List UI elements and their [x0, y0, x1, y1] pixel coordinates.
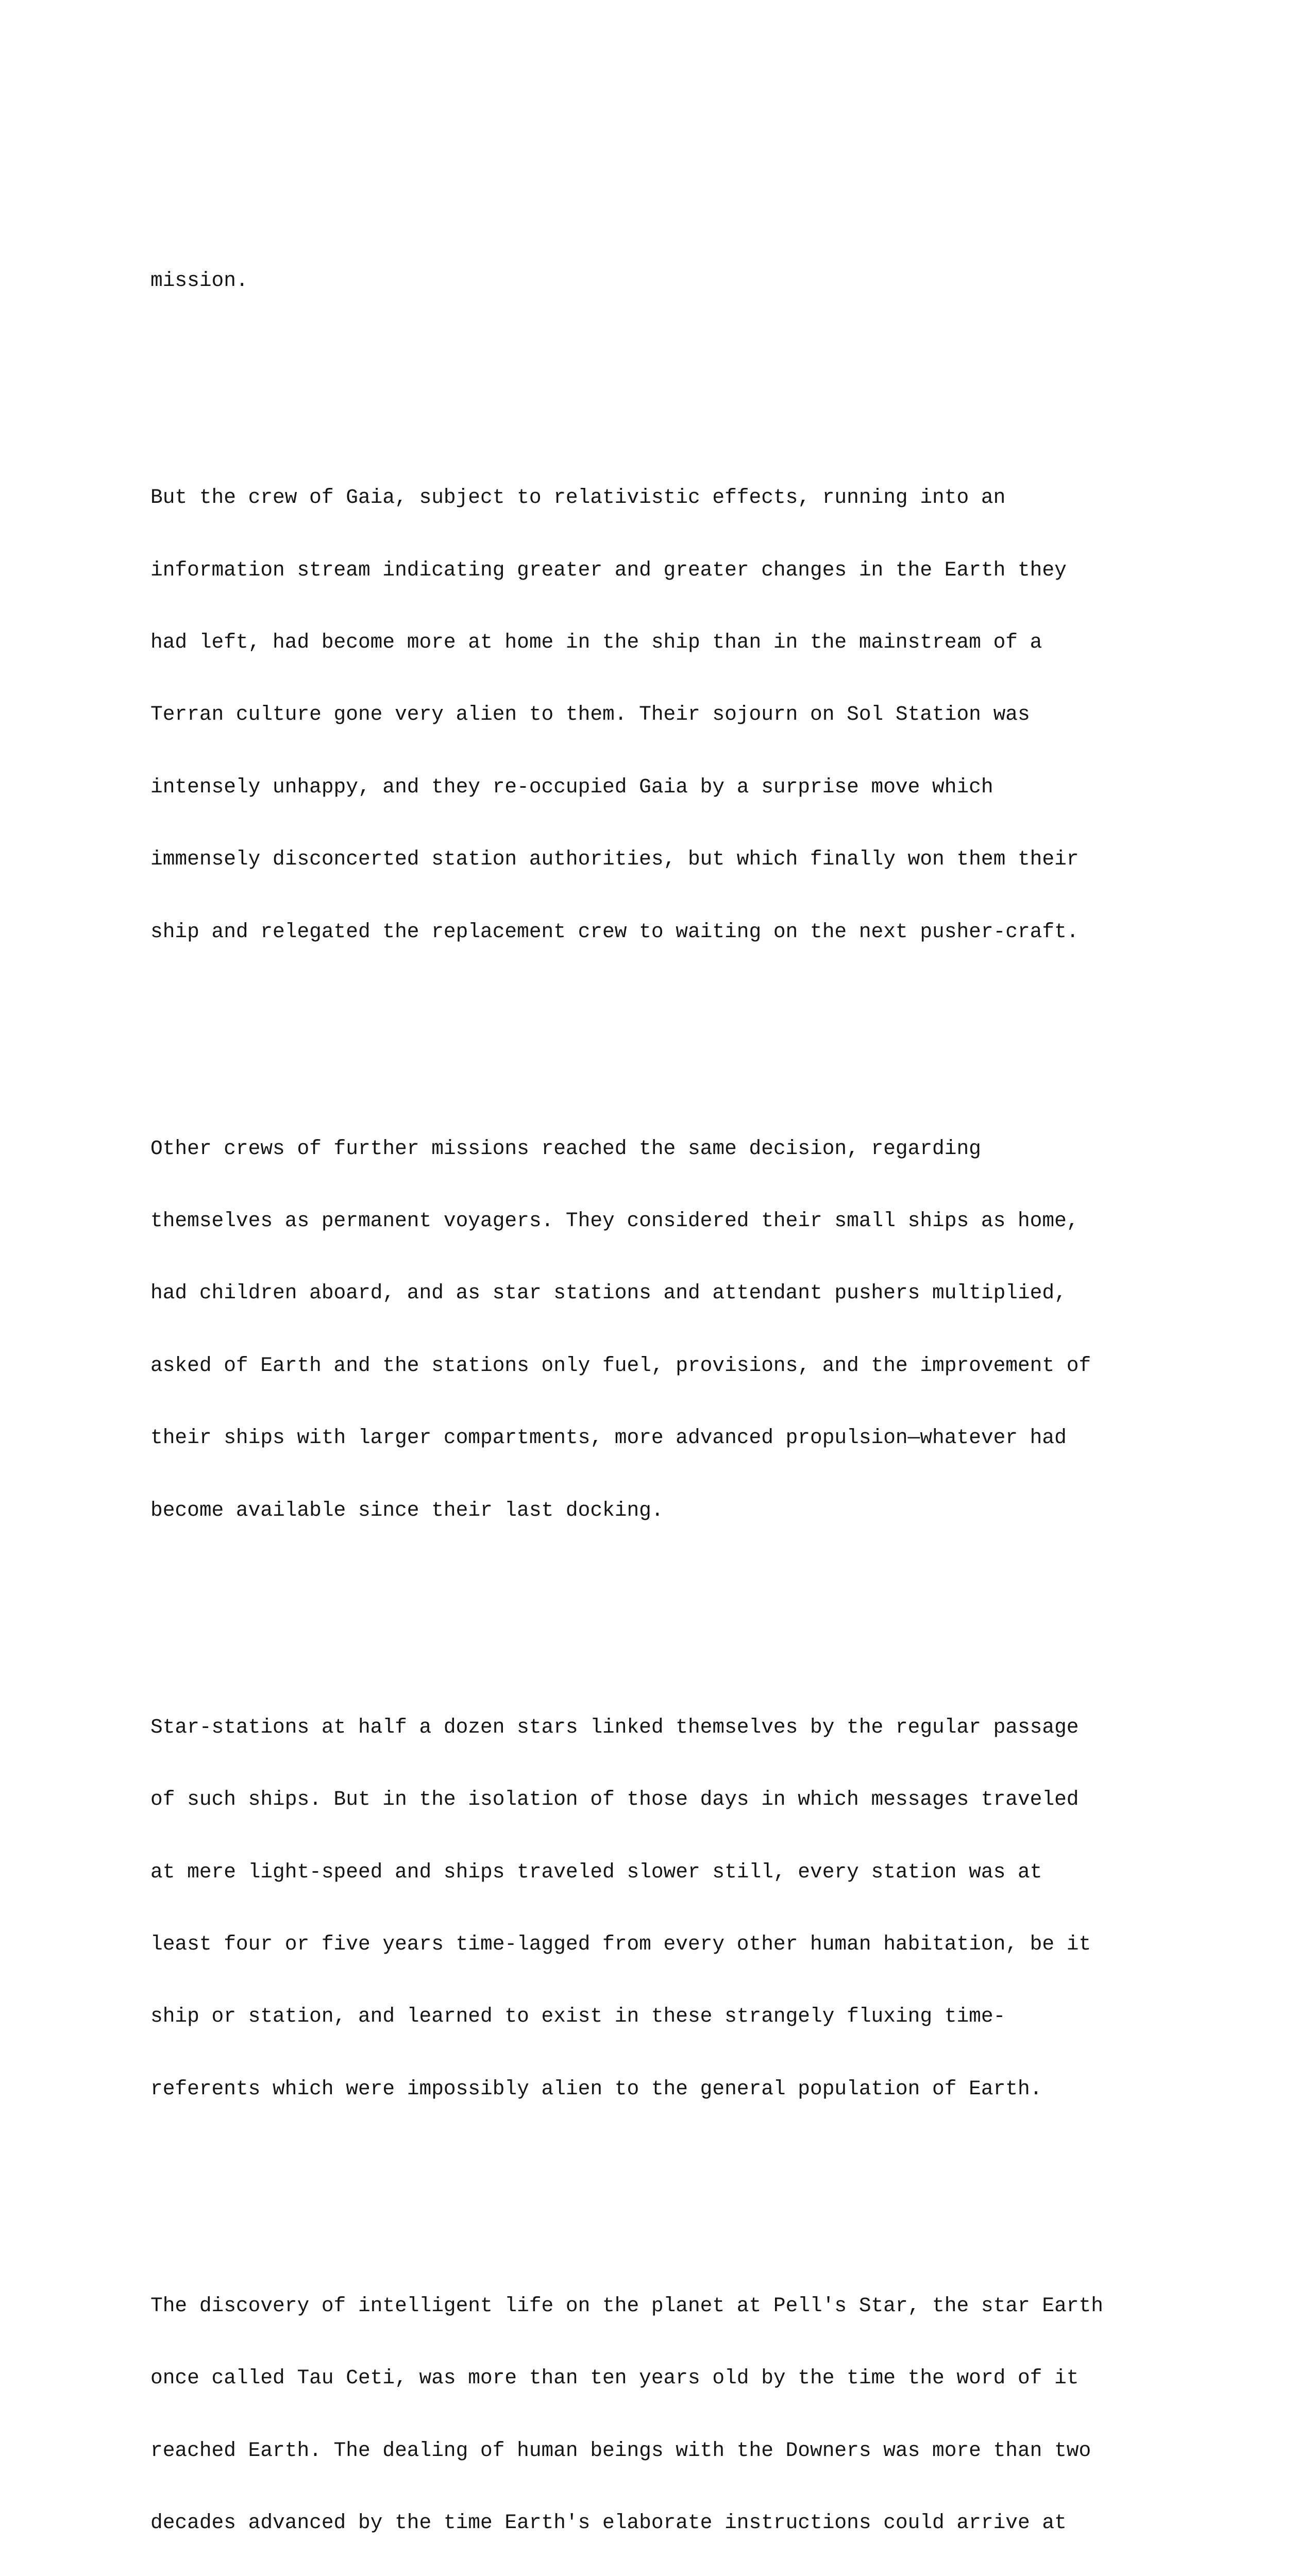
text-line: had left, had become more at home in the ship than in the mainstream of a: [150, 630, 1042, 654]
text-line: intensely unhappy, and they re-occupied Gaia by a surprise move which: [150, 775, 993, 799]
text-line: reached Earth. The dealing of human beings with the Downers was more than two: [150, 2438, 1091, 2462]
text-line: mission.: [150, 268, 248, 292]
text-line: Star-stations at half a dozen stars linked themselves by the regular passage: [150, 1715, 1079, 1739]
text-line: immensely disconcerted station authorities, but which finally won them their: [150, 848, 1079, 871]
text-line: themselves as permanent voyagers. They considered their small ships as home,: [150, 1209, 1079, 1233]
text-line: The discovery of intelligent life on the planet at Pell's Star, the star Earth: [150, 2294, 1103, 2317]
text-line: information stream indicating greater and greater changes in the Earth they: [150, 558, 1067, 582]
text-line: Terran culture gone very alien to them. Their sojourn on Sol Station was: [150, 703, 1030, 726]
text-line: asked of Earth and the stations only fuel, provisions, and the improvement of: [150, 1353, 1091, 1377]
paragraph-3: [150, 1089, 1222, 1571]
text-line: ship and relegated the replacement crew to waiting on the next pusher-craft.: [150, 920, 1079, 943]
text-line: least four or five years time-lagged from every other human habitation, be it: [150, 1932, 1091, 1956]
paragraph-4: [150, 1667, 1222, 2149]
text-line: ship or station, and learned to exist in these strangely fluxing time-: [150, 2005, 1006, 2028]
text-line: But the crew of Gaia, subject to relativistic effects, running into an: [150, 486, 1006, 510]
text-line: their ships with larger compartments, more advanced propulsion—whatever had: [150, 1426, 1067, 1450]
paragraph-1: [150, 221, 1222, 341]
text-line: at mere light-speed and ships traveled slower still, every station was at: [150, 1860, 1042, 1884]
text-line: had children aboard, and as star stations and attendant pushers multiplied,: [150, 1281, 1067, 1305]
text-line: Other crews of further missions reached the same decision, regarding: [150, 1137, 981, 1160]
text-line: once called Tau Ceti, was more than ten years old by the time the word of it: [150, 2366, 1079, 2390]
paragraph-2: [150, 438, 1222, 992]
text-line: decades advanced by the time Earth's elaborate instructions could arrive at: [150, 2511, 1067, 2535]
text-line: become available since their last docking.: [150, 1498, 664, 1522]
text-line: referents which were impossibly alien to the general population of Earth.: [150, 2077, 1042, 2100]
body-text: [150, 148, 1222, 2576]
text-line: of such ships. But in the isolation of those days in which messages traveled: [150, 1788, 1079, 1811]
paragraph-5: [150, 2246, 1222, 2576]
